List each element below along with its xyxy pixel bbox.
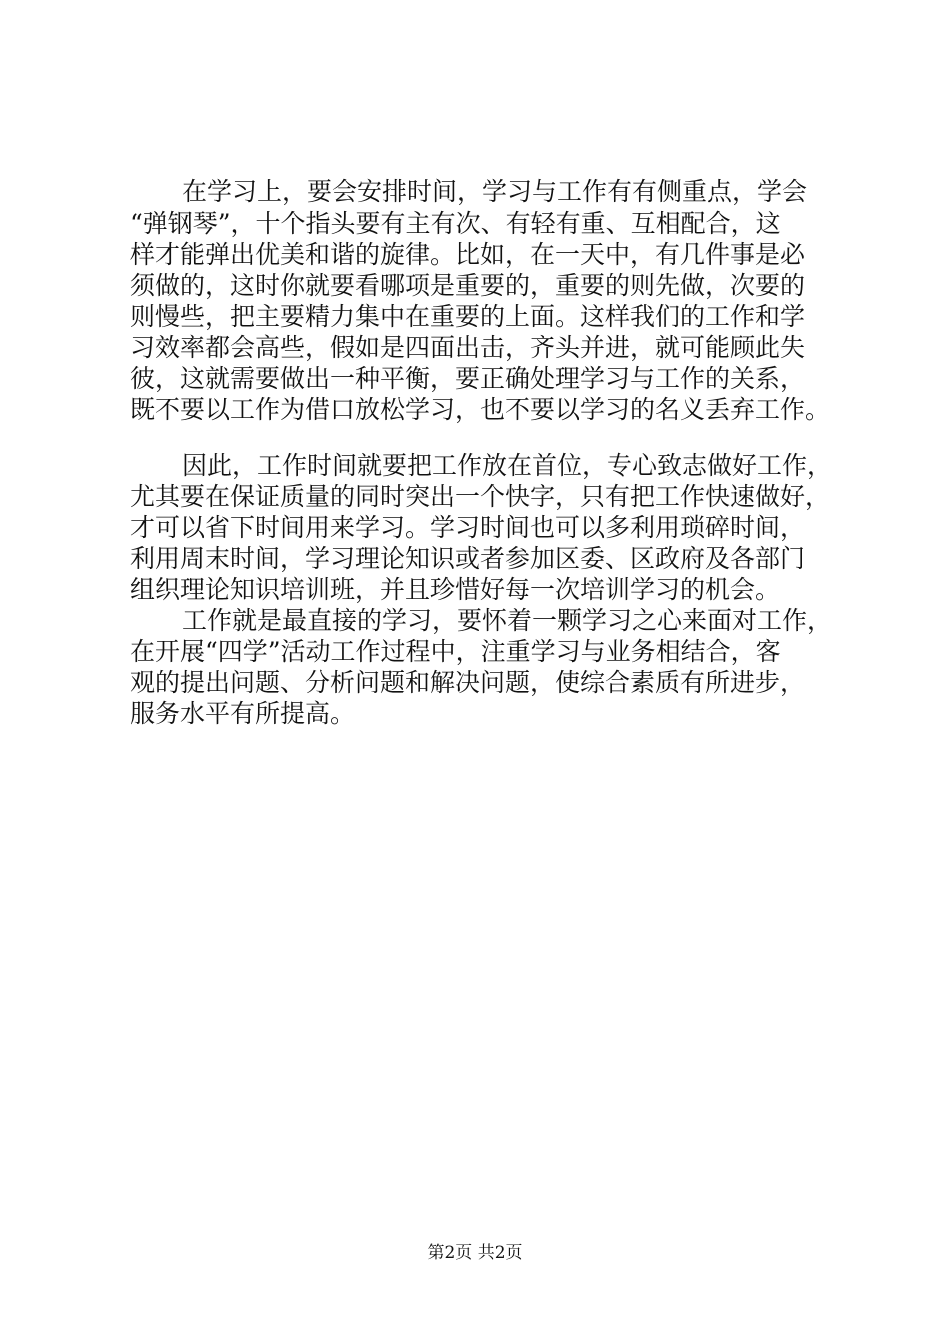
paragraph-2-line-5: 组织理论知识培训班，并且珍惜好每一次培训学习的机会。	[130, 575, 781, 604]
paragraph-2-line-2: 尤其要在保证质量的同时突出一个快字，只有把工作快速做好，	[130, 482, 831, 511]
paragraph-2-line-3: 才可以省下时间用来学习。学习时间也可以多利用琐碎时间，	[130, 513, 806, 542]
paragraph-1-line-6: 习效率都会高些，假如是四面出击，齐头并进，就可能顾此失	[130, 333, 806, 362]
paragraph-1-line-2: “弹钢琴”，十个指头要有主有次、有轻有重、互相配合，这	[130, 209, 781, 238]
paragraph-2-line-1: 因此，工作时间就要把工作放在首位，专心致志做好工作，	[182, 451, 833, 480]
paragraph-3-line-4: 服务水平有所提高。	[130, 699, 356, 728]
paragraph-3-line-1: 工作就是最直接的学习，要怀着一颗学习之心来面对工作，	[182, 606, 833, 635]
paragraph-1-line-1: 在学习上，要会安排时间，学习与工作有有侧重点，学会	[182, 177, 808, 206]
paragraph-1-line-5: 则慢些，把主要精力集中在重要的上面。这样我们的工作和学	[130, 302, 806, 331]
paragraph-1-line-4: 须做的，这时你就要看哪项是重要的，重要的则先做，次要的	[130, 271, 806, 300]
paragraph-1-line-8: 既不要以工作为借口放松学习，也不要以学习的名义丢弃工作。	[130, 395, 831, 424]
paragraph-3-line-3: 观的提出问题、分析问题和解决问题，使综合素质有所进步，	[130, 668, 806, 697]
paragraph-1-line-7: 彼，这就需要做出一种平衡，要正确处理学习与工作的关系，	[130, 364, 806, 393]
paragraph-3-line-2: 在开展“四学”活动工作过程中，注重学习与业务相结合，客	[130, 637, 781, 666]
paragraph-2-line-4: 利用周末时间，学习理论知识或者参加区委、区政府及各部门	[130, 544, 806, 573]
paragraph-1-line-3: 样才能弹出优美和谐的旋律。比如，在一天中，有几件事是必	[130, 240, 806, 269]
page-number-footer: 第2页 共2页	[427, 1243, 523, 1263]
